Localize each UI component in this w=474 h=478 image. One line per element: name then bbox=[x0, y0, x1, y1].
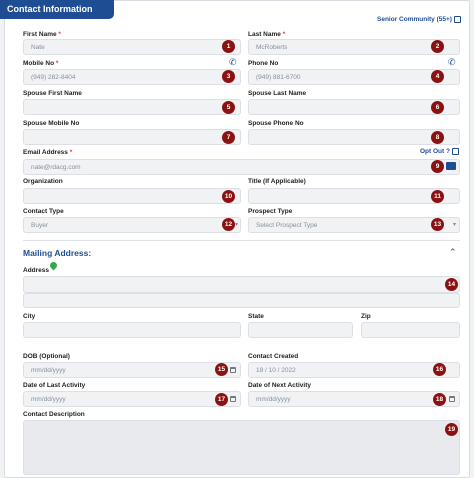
spouse-mobile-no-label: Spouse Mobile No bbox=[23, 120, 80, 127]
phone-no-field[interactable]: (949) 881-6700 bbox=[248, 69, 460, 85]
senior-community-label: Senior Community (55+) bbox=[377, 16, 452, 23]
email-label: Email Address * bbox=[23, 149, 73, 156]
chevron-up-icon[interactable]: ⌃ bbox=[449, 247, 457, 257]
badge-14: 14 bbox=[445, 278, 458, 291]
spouse-phone-no-field[interactable] bbox=[248, 129, 460, 145]
badge-2: 2 bbox=[431, 40, 444, 53]
calendar-icon[interactable] bbox=[230, 367, 236, 373]
dob-label: DOB (Optional) bbox=[23, 353, 70, 360]
prospect-type-label: Prospect Type bbox=[248, 208, 293, 215]
city-field[interactable] bbox=[23, 322, 241, 338]
first-name-field[interactable]: Nate bbox=[23, 39, 241, 55]
zip-label: Zip bbox=[361, 313, 371, 320]
spouse-last-name-label: Spouse Last Name bbox=[248, 90, 307, 97]
dob-field[interactable]: mm/dd/yyyy bbox=[23, 362, 241, 378]
badge-9: 9 bbox=[431, 160, 444, 173]
badge-12: 12 bbox=[222, 218, 235, 231]
mobile-no-label: Mobile No * bbox=[23, 60, 59, 67]
mailing-address-title: Mailing Address: bbox=[23, 248, 92, 258]
email-field[interactable]: nate@rdacg.com bbox=[23, 159, 460, 175]
divider bbox=[23, 240, 460, 241]
calendar-icon[interactable] bbox=[449, 396, 455, 402]
spouse-first-name-field[interactable] bbox=[23, 99, 241, 115]
opt-out-label: Opt Out ? bbox=[420, 148, 450, 155]
contact-created-label: Contact Created bbox=[248, 353, 299, 360]
address-line-1-field[interactable] bbox=[23, 276, 460, 293]
badge-6: 6 bbox=[431, 101, 444, 114]
opt-out-checkbox[interactable] bbox=[452, 148, 459, 155]
spouse-last-name-field[interactable] bbox=[248, 99, 460, 115]
city-label: City bbox=[23, 313, 36, 320]
spouse-phone-no-label: Spouse Phone No bbox=[248, 120, 304, 127]
prospect-type-select[interactable]: Select Prospect Type bbox=[248, 217, 460, 233]
badge-8: 8 bbox=[431, 131, 444, 144]
badge-16: 16 bbox=[433, 363, 446, 376]
badge-7: 7 bbox=[222, 131, 235, 144]
senior-community-checkbox[interactable] bbox=[454, 16, 461, 23]
spouse-mobile-no-field[interactable] bbox=[23, 129, 241, 145]
title-label: Title (If Applicable) bbox=[248, 178, 306, 185]
badge-4: 4 bbox=[431, 70, 444, 83]
phone-no-label: Phone No bbox=[248, 60, 279, 67]
organization-label: Organization bbox=[23, 178, 63, 185]
envelope-icon[interactable] bbox=[446, 162, 456, 170]
title-field[interactable] bbox=[248, 188, 460, 204]
chevron-down-icon: ▾ bbox=[453, 222, 457, 228]
contact-description-textarea[interactable] bbox=[23, 420, 460, 475]
last-name-label: Last Name * bbox=[248, 31, 286, 38]
badge-13: 13 bbox=[431, 218, 444, 231]
badge-17: 17 bbox=[215, 393, 228, 406]
contact-type-select[interactable]: Buyer bbox=[23, 217, 241, 233]
zip-field[interactable] bbox=[361, 322, 460, 338]
state-label: State bbox=[248, 313, 264, 320]
last-name-field[interactable]: McRoberts bbox=[248, 39, 460, 55]
badge-1: 1 bbox=[222, 40, 235, 53]
address-line-2-field[interactable] bbox=[23, 293, 460, 308]
chevron-down-icon: ▾ bbox=[235, 222, 239, 228]
address-label: Address bbox=[23, 267, 50, 274]
next-activity-label: Date of Next Activity bbox=[248, 382, 311, 389]
organization-field[interactable] bbox=[23, 188, 241, 204]
contact-description-label: Contact Description bbox=[23, 411, 85, 418]
spouse-first-name-label: Spouse First Name bbox=[23, 90, 82, 97]
last-activity-label: Date of Last Activity bbox=[23, 382, 86, 389]
badge-11: 11 bbox=[431, 190, 444, 203]
contact-created-field: 18 / 10 / 2022 bbox=[248, 362, 460, 378]
section-title: Contact Information bbox=[7, 4, 93, 14]
badge-5: 5 bbox=[222, 101, 235, 114]
contact-type-label: Contact Type bbox=[23, 208, 64, 215]
badge-10: 10 bbox=[222, 190, 235, 203]
mobile-no-field[interactable]: (949) 282-8404 bbox=[23, 69, 241, 85]
badge-18: 18 bbox=[433, 393, 446, 406]
badge-3: 3 bbox=[222, 70, 235, 83]
state-field[interactable] bbox=[248, 322, 353, 338]
first-name-label: First Name * bbox=[23, 31, 61, 38]
badge-19: 19 bbox=[445, 423, 458, 436]
next-activity-field[interactable]: mm/dd/yyyy bbox=[248, 391, 460, 407]
last-activity-field[interactable]: mm/dd/yyyy bbox=[23, 391, 241, 407]
section-header-tab bbox=[0, 0, 114, 19]
badge-15: 15 bbox=[215, 363, 228, 376]
calendar-icon[interactable] bbox=[230, 396, 236, 402]
phone-icon[interactable]: ✆ bbox=[448, 57, 456, 67]
phone-icon[interactable]: ✆ bbox=[229, 57, 237, 67]
